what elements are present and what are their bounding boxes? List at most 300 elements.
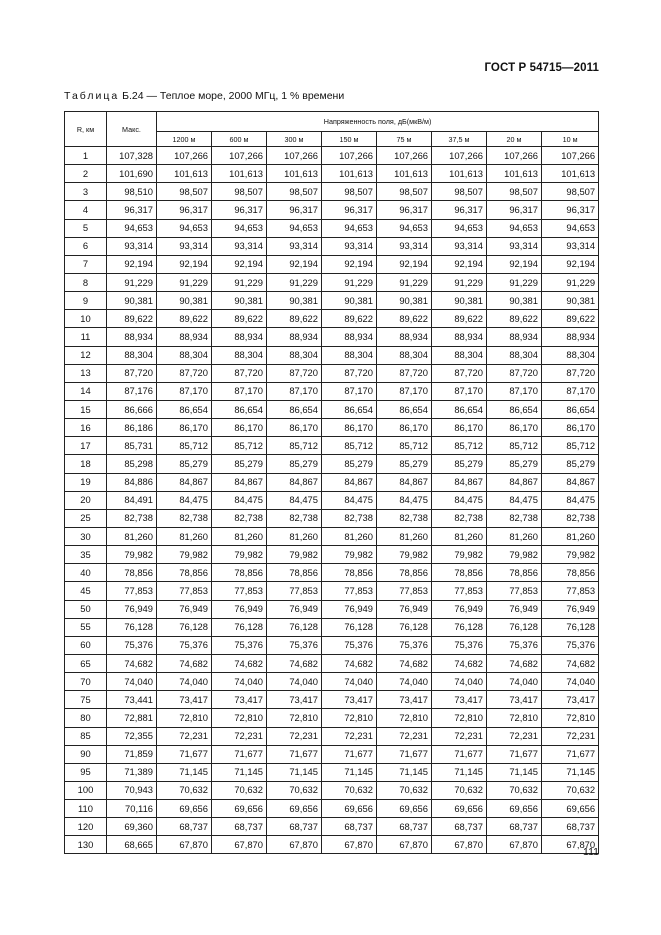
cell-field-strength: 70,632 — [487, 781, 542, 799]
table-row — [65, 673, 599, 691]
cell-field-strength: 84,475 — [377, 491, 432, 509]
cell-field-strength: 75,376 — [542, 636, 599, 654]
cell-field-strength: 87,720 — [542, 364, 599, 382]
cell-field-strength: 72,231 — [212, 727, 267, 745]
cell-distance: 85 — [65, 727, 107, 745]
cell-field-strength: 87,720 — [322, 364, 377, 382]
cell-field-strength: 88,934 — [322, 328, 377, 346]
cell-field-strength: 93,314 — [487, 237, 542, 255]
cell-field-strength: 69,656 — [487, 800, 542, 818]
cell-field-strength: 88,304 — [267, 346, 322, 364]
cell-field-strength: 71,677 — [322, 745, 377, 763]
column-header-height: 1200 м — [157, 132, 212, 147]
cell-field-strength: 76,949 — [322, 600, 377, 618]
cell-field-strength: 71,145 — [157, 763, 212, 781]
cell-field-strength: 89,622 — [322, 310, 377, 328]
cell-field-strength: 81,260 — [267, 527, 322, 545]
cell-field-strength: 82,738 — [487, 509, 542, 527]
cell-field-strength: 85,712 — [487, 437, 542, 455]
cell-field-strength: 75,376 — [432, 636, 487, 654]
cell-field-strength: 82,738 — [322, 509, 377, 527]
cell-max: 72,881 — [107, 709, 157, 727]
cell-field-strength: 85,279 — [212, 455, 267, 473]
cell-field-strength: 93,314 — [157, 237, 212, 255]
table-caption — [64, 90, 344, 102]
cell-distance: 6 — [65, 237, 107, 255]
cell-field-strength: 74,682 — [267, 654, 322, 672]
cell-distance: 90 — [65, 745, 107, 763]
table-row — [65, 727, 599, 745]
cell-field-strength: 107,266 — [542, 147, 599, 165]
cell-max: 85,298 — [107, 455, 157, 473]
cell-field-strength: 86,654 — [212, 400, 267, 418]
cell-field-strength: 90,381 — [157, 292, 212, 310]
cell-field-strength: 74,682 — [542, 654, 599, 672]
cell-field-strength: 78,856 — [487, 564, 542, 582]
cell-field-strength: 89,622 — [267, 310, 322, 328]
column-header-group: Напряженность поля, дБ(мкВ/м) — [157, 112, 599, 132]
cell-field-strength: 90,381 — [487, 292, 542, 310]
cell-max: 75,376 — [107, 636, 157, 654]
cell-field-strength: 87,170 — [267, 382, 322, 400]
cell-field-strength: 77,853 — [487, 582, 542, 600]
table-row — [65, 328, 599, 346]
column-header-height: 37,5 м — [432, 132, 487, 147]
table-row — [65, 691, 599, 709]
cell-distance: 14 — [65, 382, 107, 400]
table-row — [65, 219, 599, 237]
cell-field-strength: 75,376 — [377, 636, 432, 654]
cell-field-strength: 67,870 — [212, 836, 267, 854]
cell-distance: 3 — [65, 183, 107, 201]
cell-field-strength: 90,381 — [322, 292, 377, 310]
table-row — [65, 255, 599, 273]
cell-field-strength: 92,194 — [542, 255, 599, 273]
caption-text: Б.24 — Теплое море, 2000 МГц, 1 % времени — [122, 90, 345, 102]
cell-field-strength: 107,266 — [432, 147, 487, 165]
cell-field-strength: 88,934 — [157, 328, 212, 346]
cell-field-strength: 74,682 — [377, 654, 432, 672]
cell-max: 86,666 — [107, 400, 157, 418]
cell-field-strength: 94,653 — [267, 219, 322, 237]
cell-field-strength: 76,949 — [432, 600, 487, 618]
cell-field-strength: 90,381 — [267, 292, 322, 310]
cell-field-strength: 96,317 — [157, 201, 212, 219]
table-row — [65, 292, 599, 310]
cell-field-strength: 89,622 — [542, 310, 599, 328]
table-row — [65, 183, 599, 201]
column-header-height: 300 м — [267, 132, 322, 147]
cell-field-strength: 88,304 — [212, 346, 267, 364]
cell-field-strength: 84,475 — [212, 491, 267, 509]
cell-field-strength: 84,867 — [542, 473, 599, 491]
cell-field-strength: 73,417 — [377, 691, 432, 709]
cell-field-strength: 82,738 — [157, 509, 212, 527]
cell-field-strength: 85,279 — [377, 455, 432, 473]
cell-distance: 120 — [65, 818, 107, 836]
cell-distance: 15 — [65, 400, 107, 418]
table-row — [65, 654, 599, 672]
cell-field-strength: 89,622 — [157, 310, 212, 328]
cell-max: 92,194 — [107, 255, 157, 273]
cell-field-strength: 81,260 — [487, 527, 542, 545]
cell-field-strength: 74,682 — [157, 654, 212, 672]
cell-field-strength: 88,304 — [157, 346, 212, 364]
cell-field-strength: 98,507 — [377, 183, 432, 201]
cell-field-strength: 74,682 — [432, 654, 487, 672]
cell-field-strength: 74,040 — [322, 673, 377, 691]
cell-distance: 25 — [65, 509, 107, 527]
cell-field-strength: 70,632 — [322, 781, 377, 799]
cell-field-strength: 69,656 — [267, 800, 322, 818]
cell-field-strength: 86,654 — [157, 400, 212, 418]
cell-field-strength: 76,949 — [487, 600, 542, 618]
cell-field-strength: 71,677 — [212, 745, 267, 763]
cell-field-strength: 74,682 — [322, 654, 377, 672]
cell-field-strength: 72,231 — [542, 727, 599, 745]
cell-field-strength: 81,260 — [432, 527, 487, 545]
table-row — [65, 382, 599, 400]
cell-field-strength: 101,613 — [212, 165, 267, 183]
cell-field-strength: 96,317 — [212, 201, 267, 219]
cell-field-strength: 90,381 — [542, 292, 599, 310]
cell-max: 82,738 — [107, 509, 157, 527]
cell-field-strength: 71,145 — [322, 763, 377, 781]
cell-field-strength: 85,279 — [432, 455, 487, 473]
cell-field-strength: 82,738 — [377, 509, 432, 527]
table-row — [65, 455, 599, 473]
cell-distance: 100 — [65, 781, 107, 799]
cell-distance: 20 — [65, 491, 107, 509]
cell-field-strength: 88,934 — [212, 328, 267, 346]
cell-distance: 11 — [65, 328, 107, 346]
cell-field-strength: 94,653 — [377, 219, 432, 237]
cell-field-strength: 94,653 — [322, 219, 377, 237]
cell-max: 78,856 — [107, 564, 157, 582]
cell-field-strength: 87,720 — [267, 364, 322, 382]
cell-field-strength: 74,040 — [212, 673, 267, 691]
cell-field-strength: 76,949 — [212, 600, 267, 618]
cell-field-strength: 84,867 — [487, 473, 542, 491]
cell-field-strength: 73,417 — [322, 691, 377, 709]
cell-max: 89,622 — [107, 310, 157, 328]
cell-max: 76,128 — [107, 618, 157, 636]
cell-max: 96,317 — [107, 201, 157, 219]
cell-field-strength: 79,982 — [322, 546, 377, 564]
table-row — [65, 364, 599, 382]
cell-field-strength: 76,128 — [157, 618, 212, 636]
cell-field-strength: 71,145 — [432, 763, 487, 781]
table-row — [65, 201, 599, 219]
cell-field-strength: 70,632 — [267, 781, 322, 799]
cell-field-strength: 87,170 — [432, 382, 487, 400]
table-row — [65, 618, 599, 636]
cell-distance: 40 — [65, 564, 107, 582]
cell-max: 71,389 — [107, 763, 157, 781]
cell-field-strength: 92,194 — [487, 255, 542, 273]
cell-field-strength: 73,417 — [432, 691, 487, 709]
cell-field-strength: 85,279 — [542, 455, 599, 473]
cell-field-strength: 74,040 — [542, 673, 599, 691]
cell-field-strength: 93,314 — [322, 237, 377, 255]
cell-field-strength: 74,040 — [157, 673, 212, 691]
cell-field-strength: 72,231 — [487, 727, 542, 745]
cell-distance: 19 — [65, 473, 107, 491]
cell-distance: 4 — [65, 201, 107, 219]
cell-max: 88,934 — [107, 328, 157, 346]
cell-field-strength: 86,654 — [542, 400, 599, 418]
cell-field-strength: 70,632 — [157, 781, 212, 799]
table-row — [65, 237, 599, 255]
cell-field-strength: 107,266 — [212, 147, 267, 165]
cell-field-strength: 71,145 — [212, 763, 267, 781]
cell-field-strength: 86,170 — [322, 419, 377, 437]
cell-distance: 45 — [65, 582, 107, 600]
table-row — [65, 400, 599, 418]
cell-field-strength: 91,229 — [157, 273, 212, 291]
cell-field-strength: 79,982 — [157, 546, 212, 564]
cell-field-strength: 94,653 — [212, 219, 267, 237]
cell-field-strength: 88,304 — [542, 346, 599, 364]
cell-field-strength: 79,982 — [432, 546, 487, 564]
cell-field-strength: 71,677 — [157, 745, 212, 763]
cell-field-strength: 81,260 — [212, 527, 267, 545]
cell-field-strength: 87,170 — [157, 382, 212, 400]
cell-field-strength: 74,682 — [487, 654, 542, 672]
cell-distance: 18 — [65, 455, 107, 473]
cell-distance: 110 — [65, 800, 107, 818]
cell-field-strength: 68,737 — [322, 818, 377, 836]
cell-field-strength: 84,475 — [157, 491, 212, 509]
cell-field-strength: 96,317 — [542, 201, 599, 219]
cell-distance: 30 — [65, 527, 107, 545]
cell-field-strength: 77,853 — [322, 582, 377, 600]
cell-field-strength: 76,128 — [267, 618, 322, 636]
cell-field-strength: 94,653 — [157, 219, 212, 237]
cell-field-strength: 78,856 — [267, 564, 322, 582]
cell-field-strength: 72,810 — [157, 709, 212, 727]
cell-field-strength: 85,279 — [487, 455, 542, 473]
cell-field-strength: 68,737 — [267, 818, 322, 836]
cell-field-strength: 71,145 — [542, 763, 599, 781]
cell-distance: 7 — [65, 255, 107, 273]
cell-distance: 5 — [65, 219, 107, 237]
cell-max: 98,510 — [107, 183, 157, 201]
cell-distance: 35 — [65, 546, 107, 564]
cell-field-strength: 81,260 — [157, 527, 212, 545]
cell-field-strength: 86,170 — [212, 419, 267, 437]
cell-distance: 17 — [65, 437, 107, 455]
column-header-height: 75 м — [377, 132, 432, 147]
cell-field-strength: 91,229 — [212, 273, 267, 291]
cell-field-strength: 93,314 — [267, 237, 322, 255]
cell-field-strength: 86,654 — [267, 400, 322, 418]
table-row — [65, 310, 599, 328]
cell-field-strength: 86,654 — [377, 400, 432, 418]
cell-field-strength: 79,982 — [542, 546, 599, 564]
cell-max: 77,853 — [107, 582, 157, 600]
table-row — [65, 600, 599, 618]
cell-field-strength: 85,279 — [157, 455, 212, 473]
cell-field-strength: 78,856 — [432, 564, 487, 582]
cell-field-strength: 76,128 — [542, 618, 599, 636]
cell-distance: 9 — [65, 292, 107, 310]
cell-field-strength: 88,934 — [432, 328, 487, 346]
cell-field-strength: 84,867 — [267, 473, 322, 491]
cell-field-strength: 85,712 — [322, 437, 377, 455]
cell-field-strength: 92,194 — [322, 255, 377, 273]
cell-field-strength: 96,317 — [322, 201, 377, 219]
cell-field-strength: 88,934 — [487, 328, 542, 346]
cell-field-strength: 77,853 — [542, 582, 599, 600]
cell-max: 101,690 — [107, 165, 157, 183]
cell-field-strength: 101,613 — [157, 165, 212, 183]
cell-max: 70,116 — [107, 800, 157, 818]
cell-field-strength: 71,677 — [487, 745, 542, 763]
cell-field-strength: 81,260 — [542, 527, 599, 545]
cell-field-strength: 87,720 — [487, 364, 542, 382]
cell-field-strength: 88,304 — [487, 346, 542, 364]
table-row — [65, 836, 599, 854]
cell-field-strength: 77,853 — [212, 582, 267, 600]
cell-max: 73,441 — [107, 691, 157, 709]
cell-distance: 55 — [65, 618, 107, 636]
cell-distance: 10 — [65, 310, 107, 328]
cell-field-strength: 92,194 — [267, 255, 322, 273]
cell-field-strength: 71,145 — [267, 763, 322, 781]
cell-field-strength: 98,507 — [487, 183, 542, 201]
cell-field-strength: 84,475 — [267, 491, 322, 509]
cell-field-strength: 87,720 — [377, 364, 432, 382]
cell-field-strength: 91,229 — [377, 273, 432, 291]
cell-field-strength: 76,128 — [322, 618, 377, 636]
cell-field-strength: 92,194 — [377, 255, 432, 273]
cell-field-strength: 98,507 — [267, 183, 322, 201]
cell-distance: 2 — [65, 165, 107, 183]
table-row — [65, 165, 599, 183]
cell-field-strength: 86,170 — [432, 419, 487, 437]
column-header-height: 600 м — [212, 132, 267, 147]
cell-field-strength: 86,170 — [487, 419, 542, 437]
cell-field-strength: 70,632 — [212, 781, 267, 799]
cell-field-strength: 84,475 — [487, 491, 542, 509]
cell-distance: 1 — [65, 147, 107, 165]
cell-field-strength: 73,417 — [542, 691, 599, 709]
cell-field-strength: 101,613 — [542, 165, 599, 183]
cell-field-strength: 91,229 — [322, 273, 377, 291]
cell-distance: 130 — [65, 836, 107, 854]
cell-field-strength: 94,653 — [542, 219, 599, 237]
cell-field-strength: 76,949 — [377, 600, 432, 618]
table-row — [65, 709, 599, 727]
cell-field-strength: 84,475 — [322, 491, 377, 509]
cell-field-strength: 72,231 — [432, 727, 487, 745]
cell-field-strength: 98,507 — [212, 183, 267, 201]
cell-field-strength: 75,376 — [487, 636, 542, 654]
cell-field-strength: 67,870 — [267, 836, 322, 854]
cell-field-strength: 71,677 — [542, 745, 599, 763]
cell-field-strength: 69,656 — [542, 800, 599, 818]
cell-max: 74,040 — [107, 673, 157, 691]
cell-field-strength: 96,317 — [432, 201, 487, 219]
cell-field-strength: 79,982 — [487, 546, 542, 564]
cell-distance: 70 — [65, 673, 107, 691]
cell-field-strength: 76,949 — [157, 600, 212, 618]
cell-field-strength: 79,982 — [267, 546, 322, 564]
table-row — [65, 781, 599, 799]
cell-field-strength: 86,170 — [542, 419, 599, 437]
cell-field-strength: 98,507 — [432, 183, 487, 201]
table-row — [65, 564, 599, 582]
cell-field-strength: 67,870 — [542, 836, 599, 854]
cell-field-strength: 93,314 — [212, 237, 267, 255]
table-row — [65, 491, 599, 509]
cell-field-strength: 67,870 — [432, 836, 487, 854]
cell-field-strength: 107,266 — [377, 147, 432, 165]
cell-field-strength: 76,128 — [212, 618, 267, 636]
cell-max: 86,186 — [107, 419, 157, 437]
cell-field-strength: 71,145 — [487, 763, 542, 781]
cell-field-strength: 74,040 — [267, 673, 322, 691]
cell-field-strength: 73,417 — [487, 691, 542, 709]
column-header-height: 10 м — [542, 132, 599, 147]
cell-field-strength: 88,934 — [267, 328, 322, 346]
cell-field-strength: 72,810 — [267, 709, 322, 727]
cell-field-strength: 68,737 — [432, 818, 487, 836]
caption-label: Таблица — [64, 90, 120, 102]
cell-field-strength: 81,260 — [322, 527, 377, 545]
cell-field-strength: 67,870 — [322, 836, 377, 854]
cell-field-strength: 86,654 — [432, 400, 487, 418]
cell-max: 79,982 — [107, 546, 157, 564]
cell-field-strength: 85,279 — [267, 455, 322, 473]
page-number: 111 — [583, 846, 599, 858]
cell-field-strength: 69,656 — [212, 800, 267, 818]
cell-field-strength: 74,040 — [487, 673, 542, 691]
cell-field-strength: 75,376 — [322, 636, 377, 654]
cell-max: 85,731 — [107, 437, 157, 455]
cell-distance: 13 — [65, 364, 107, 382]
cell-field-strength: 67,870 — [377, 836, 432, 854]
cell-field-strength: 98,507 — [157, 183, 212, 201]
cell-field-strength: 101,613 — [487, 165, 542, 183]
cell-field-strength: 88,304 — [377, 346, 432, 364]
cell-field-strength: 84,867 — [157, 473, 212, 491]
cell-field-strength: 72,810 — [487, 709, 542, 727]
cell-field-strength: 82,738 — [267, 509, 322, 527]
table-row — [65, 527, 599, 545]
cell-field-strength: 73,417 — [212, 691, 267, 709]
cell-field-strength: 101,613 — [322, 165, 377, 183]
cell-field-strength: 71,677 — [432, 745, 487, 763]
cell-field-strength: 88,304 — [432, 346, 487, 364]
table-row — [65, 346, 599, 364]
cell-field-strength: 71,677 — [377, 745, 432, 763]
table-row — [65, 147, 599, 165]
cell-field-strength: 68,737 — [542, 818, 599, 836]
cell-max: 93,314 — [107, 237, 157, 255]
cell-field-strength: 76,128 — [487, 618, 542, 636]
cell-field-strength: 77,853 — [377, 582, 432, 600]
cell-field-strength: 77,853 — [432, 582, 487, 600]
cell-distance: 65 — [65, 654, 107, 672]
cell-field-strength: 77,853 — [267, 582, 322, 600]
cell-field-strength: 91,229 — [432, 273, 487, 291]
cell-field-strength: 87,170 — [212, 382, 267, 400]
cell-max: 76,949 — [107, 600, 157, 618]
cell-field-strength: 78,856 — [322, 564, 377, 582]
cell-field-strength: 79,982 — [212, 546, 267, 564]
